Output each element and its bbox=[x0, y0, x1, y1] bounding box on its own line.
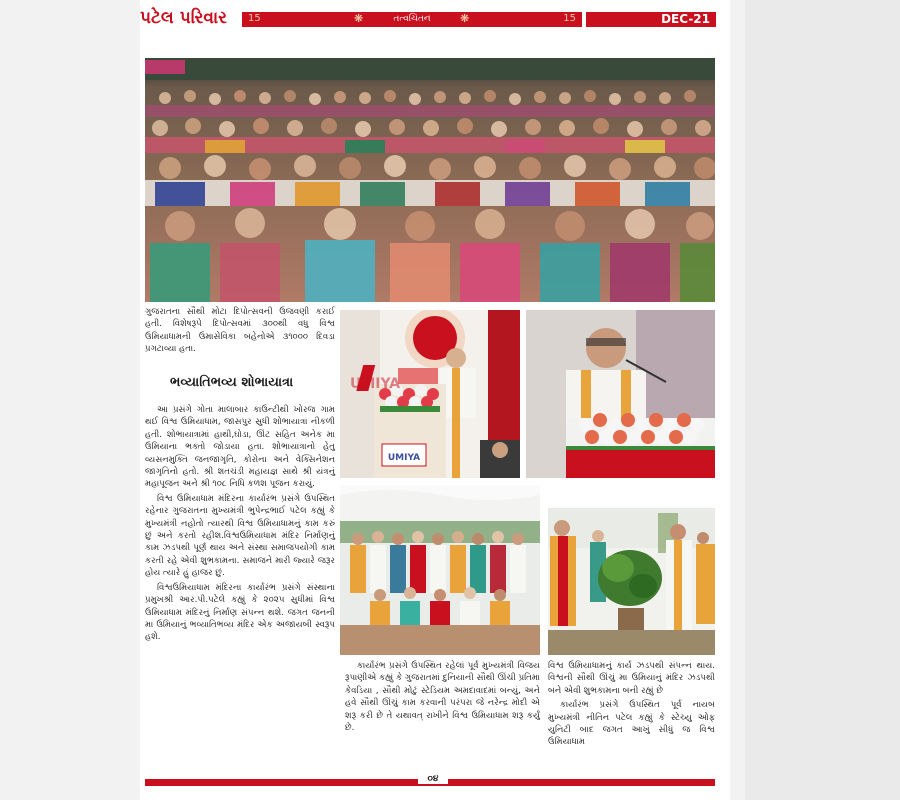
paragraph: વિશ્વ ઉમિયાધામ મંદિરના કાર્યારંભ પ્રસંગે ઉપસ્થિત રહેનાર ગુજરાતના મુખ્યમંત્રી ભુપેન્દ્રભાઈ પટેલ કહ્યું કે મુખ્યમંત્રી નહોતો ત્યારથી વિશ્વ ઉમિયાધામનું કામ કરું છું અને કરતો રહીશ.વિશ્વઉમિયાધામ મંદિર નિર્માણનું કામ ઝડપથી પૂર્ણ થાય અને સંસ્થા સમાજપયોગી કામ કરતી રહે એવી શુભકામના. સમાજને મારી જ્યારે જરૂર હોય ત્યારે હું હાજર છું. bbox=[145, 493, 335, 579]
paragraph: વિશ્વઉમિયાધામ મંદિરના કાર્યારંભ પ્રસંગે સંસ્થાના પ્રમુખશ્રી આર.પી.પટેલે કહ્યું કે ૨૦૨૫ સુધીમાં વિશ્વ ઉમિયાધામ મંદિરનું નિર્માણ સંપન્ન થશે. જગત જનની મા ઉમિયાનું ભવ્યાતિભવ્ય મંદિર એક અજાયબી સ્વરૂપ હશે. bbox=[145, 582, 335, 643]
banner-text: UMIYA bbox=[350, 376, 401, 392]
crowd-photo bbox=[145, 58, 715, 302]
section-title: તત્વચિંતન bbox=[393, 14, 431, 24]
flower-ornament-icon: ❋ bbox=[354, 12, 364, 25]
group-photo bbox=[340, 485, 540, 655]
microphone-speaker-photo bbox=[526, 310, 715, 478]
header-page-right: 15 bbox=[563, 13, 576, 24]
tree-planting-photo bbox=[548, 508, 715, 655]
podium-sign-text: UMIYA bbox=[387, 453, 421, 463]
issue-date-tab bbox=[586, 12, 716, 27]
podium-speaker-photo bbox=[340, 310, 520, 478]
issue-date: DEC-21 bbox=[661, 12, 710, 26]
viewer-side-panel bbox=[745, 0, 900, 800]
header-bar bbox=[242, 12, 582, 27]
column-2-body bbox=[345, 660, 540, 736]
procession-subheading: ભવ્યાતિભવ્ય શોભાયાત્રા bbox=[170, 375, 294, 390]
intro-paragraph bbox=[145, 306, 335, 358]
paragraph: વિશ્વ ઉમિયાધામનું કાર્ય ઝડપથી સંપન્ન થાય. વિશ્વની સૌથી ઊંચું મા ઉમિયાનું મંદિર ઝડપથી બને એવી શુભકામના બની રહ્યું છે bbox=[548, 661, 715, 696]
header-page-left: 15 bbox=[248, 13, 261, 24]
paragraph: કાર્યારંભ પ્રસંગે ઉપસ્થિત રહેલાં પૂર્વ મુખ્યમંત્રી વિજય રૂપાણીએ કહ્યું કે ગુજરાતમાં દુનિયાની સૌથી ઊંચી પ્રતિમા કેવડિયા , સૌથી મોટું સ્ટેડિયમ અમદાવાદમાં બન્યું, અને હવે સૌથી ઊંચું કામ કરવાની પરંપરા જે નરેન્દ્ર મોદી એ શરૂ કરી છે તે યથાવત્ રાખીને વિશ્વ ઉમિયાધામ શરૂ કર્યું છે. bbox=[345, 661, 540, 734]
column-1-body bbox=[145, 404, 335, 646]
intro-text: ગુજરાતના સૌથી મોટા દિપોત્સવની ઉજવણી કરાઈ હતી. વિશેષરૂપે દિપોત્સવમાં ૩૦૦થી વધુ વિશ્વ ઉમિયાધામની ઉમાસેવિકા બહેનોએ ૩૧૦૦૦ દિવડા પ્રગટાવ્યા હતા. bbox=[145, 307, 335, 355]
flower-ornament-icon: ❋ bbox=[460, 12, 470, 25]
magazine-brand: પટેલ પરિવાર bbox=[140, 8, 227, 28]
column-3-body bbox=[548, 660, 715, 751]
paragraph: કાર્યારંભ પ્રસંગે ઉપસ્થિત પૂર્વ નાયબ મુખ્યમંત્રી નીતિન પટેલ કહ્યું કે સ્ટેચ્યુ ઓફ યુનિટી બાદ જગત આખું સીધું જ વિશ્વ ઉમિયાધામ bbox=[548, 700, 715, 748]
paragraph: આ પ્રસંગે ગોતા માલાબાર કાઉન્ટીથી ખોરજ ગામ થઈ વિશ્વ ઉમિયાધામ, જાસપુર સુધી શોભાયાત્રા નીકળી હતી. શોભાયાત્રામાં હાથી,ઘોડા, ઊંટ સહિત અનેક મા ઉમિયાના ભક્તો જોડાયા હતા. શોભાયાત્રાનો હેતુ વ્યસનમુક્તિ જનજાગૃતિ, કોરોના અને વેક્સિનેશન જાગૃતિનો હતો. શ્રી શતચંડી મહાયજ્ઞ સાથે શ્રી યંત્રનું મહાપૂજન અને શ્રી ૧૦૮ નિધિ કળશ પૂજન કરાયું. bbox=[145, 405, 335, 490]
magazine-page bbox=[140, 0, 730, 800]
page-number: ૦૪ bbox=[418, 774, 448, 784]
